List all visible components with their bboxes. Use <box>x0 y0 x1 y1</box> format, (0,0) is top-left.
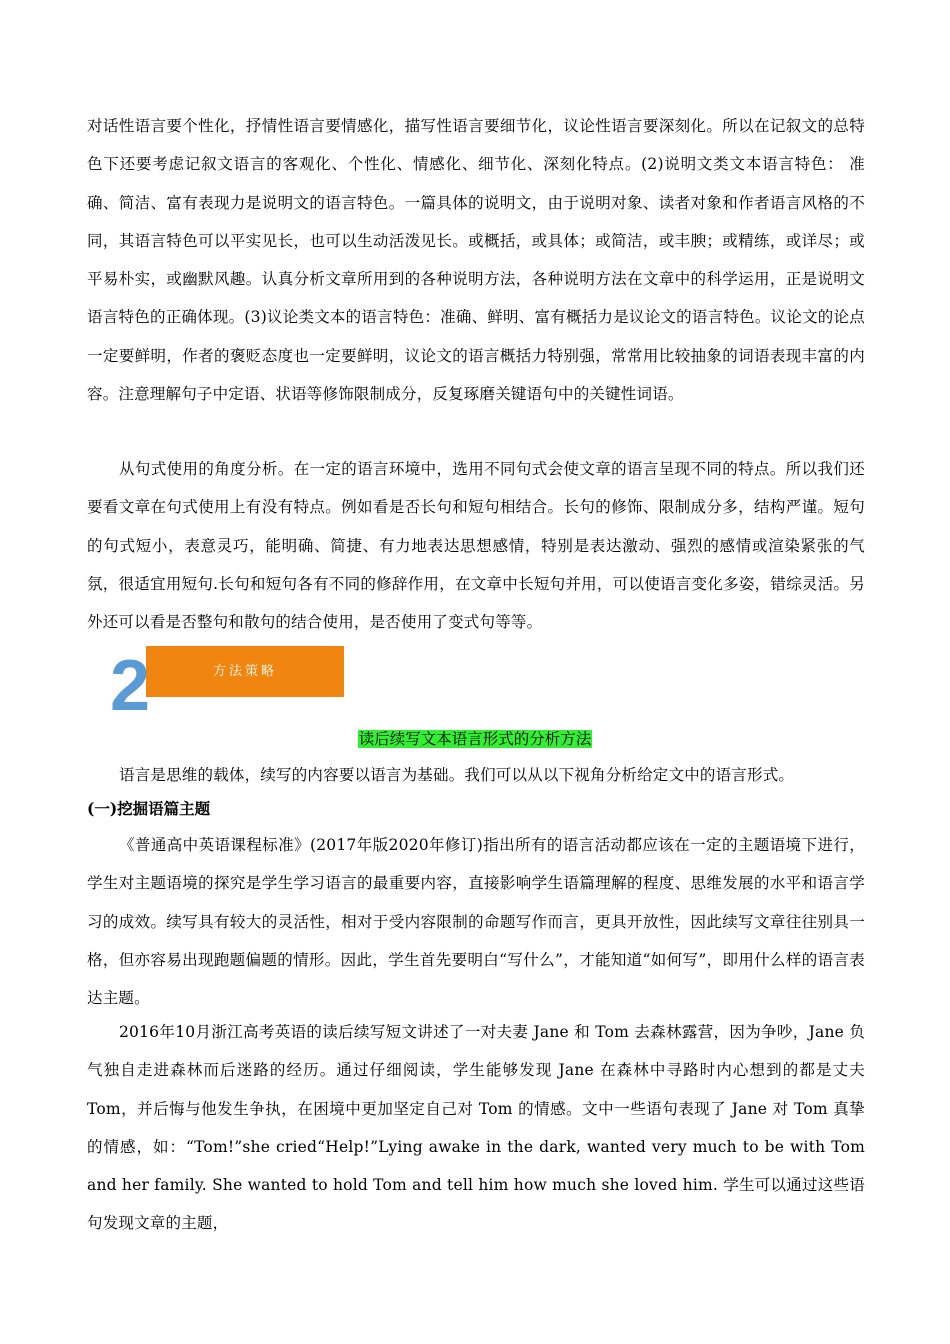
paragraph-intro: 语言是思维的载体，续写的内容要以语言为基础。我们可以从以下视角分析给定文中的语言形式。 <box>119 766 795 784</box>
paragraph-language-features: 对话性语言要个性化，抒情性语言要情感化，描写性语言要细节化，议论性语言要深刻化。所以在记叙文的总特色下还要考虑记叙文语言的客观化、个性化、情感化、细节化、深刻化特点。(2)说明文类文本语言特色： 准确、简洁、富有表现力是说明文的语言特色。一篇具体的说明文，由于说明对象、读者对象和作者语言风格的不同，其语言特色可以平实见长，也可以生动活泼见长。或概括，或具体；或简洁，或丰腴；或精练，或详尽；或平易朴实，或幽默风趣。认真分析文章所用到的各种说明方法，各种说明方法在文章中的科学运用，正是说明文语言特色的正确体现。(3)议论类文本的语言特色：准确、鲜明、富有概括力是议论文的语言特色。议论文的论点一定要鲜明，作者的褒贬态度也一定要鲜明，议论文的语言概括力特别强，常常用比较抽象的词语表现丰富的内容。注意理解句子中定语、状语等修饰限制成分，反复琢磨关键语句中的关键性词语。 <box>87 117 865 404</box>
paragraph-sentence-patterns: 从句式使用的角度分析。在一定的语言环境中，选用不同句式会使文章的语言呈现不同的特点。所以我们还要看文章在句式使用上有没有特点。例如看是否长句和短句相结合。长句的修饰、限制成分多，结构严谨。短句的句式短小，表意灵巧，能明确、简捷、有力地表达思想感情，特别是表达激动、强烈的感情或渲染紧张的气氛，很适宜用短句.长句和短句各有不同的修辞作用，在文章中长短句并用，可以使语言变化多姿，错综灵活。另外还可以看是否整句和散句的结合使用，是否使用了变式句等等。 <box>87 460 865 632</box>
section-badge <box>110 646 350 726</box>
highlighted-title-text: 读后续写文本语言形式的分析方法 <box>358 730 592 748</box>
paragraph-curriculum-standard: 《普通高中英语课程标准》(2017年版2020年修订)指出所有的语言活动都应该在一定的主题语境下进行，学生对主题语境的探究是学生学习语言的最重要内容，直接影响学生语篇理解的程度、思维发展的水平和语言学习的成效。续写具有较大的灵活性，相对于受内容限制的命题写作而言，更具开放性，因此续写文章往往别具一格，但亦容易出现跑题偏题的情形。因此，学生首先要明白“写什么”，才能知道“如何写”，即用什么样的语言表达主题。 <box>87 836 865 1008</box>
highlighted-section-title <box>0 728 950 750</box>
subheading-theme: (一)挖掘语篇主题 <box>87 799 211 818</box>
paragraph-example-2016: 2016年10月浙江高考英语的读后续写短文讲述了一对夫妻 Jane 和 Tom 去森林露营，因为争吵，Jane 负气独自走进森林而后迷路的经历。通过仔细阅读，学生能够发现 Jane 在森林中寻路时内心想到的都是丈夫 Tom，并后悔与他发生争执，在困境中更加坚定自己对 Tom 的情感。文中一些语句表现了 Jane 对 Tom 真挚的情感，如：“Tom!”she cried“Help!”Lying awake in the dark, wanted very much to be with Tom and her family. She wanted to hold Tom and tell him how much she loved him. 学生可以通过这些语句发现文章的主题， <box>87 1023 865 1233</box>
section-number: 2 <box>110 646 151 726</box>
section-label-box: 方法策略 <box>146 646 344 697</box>
